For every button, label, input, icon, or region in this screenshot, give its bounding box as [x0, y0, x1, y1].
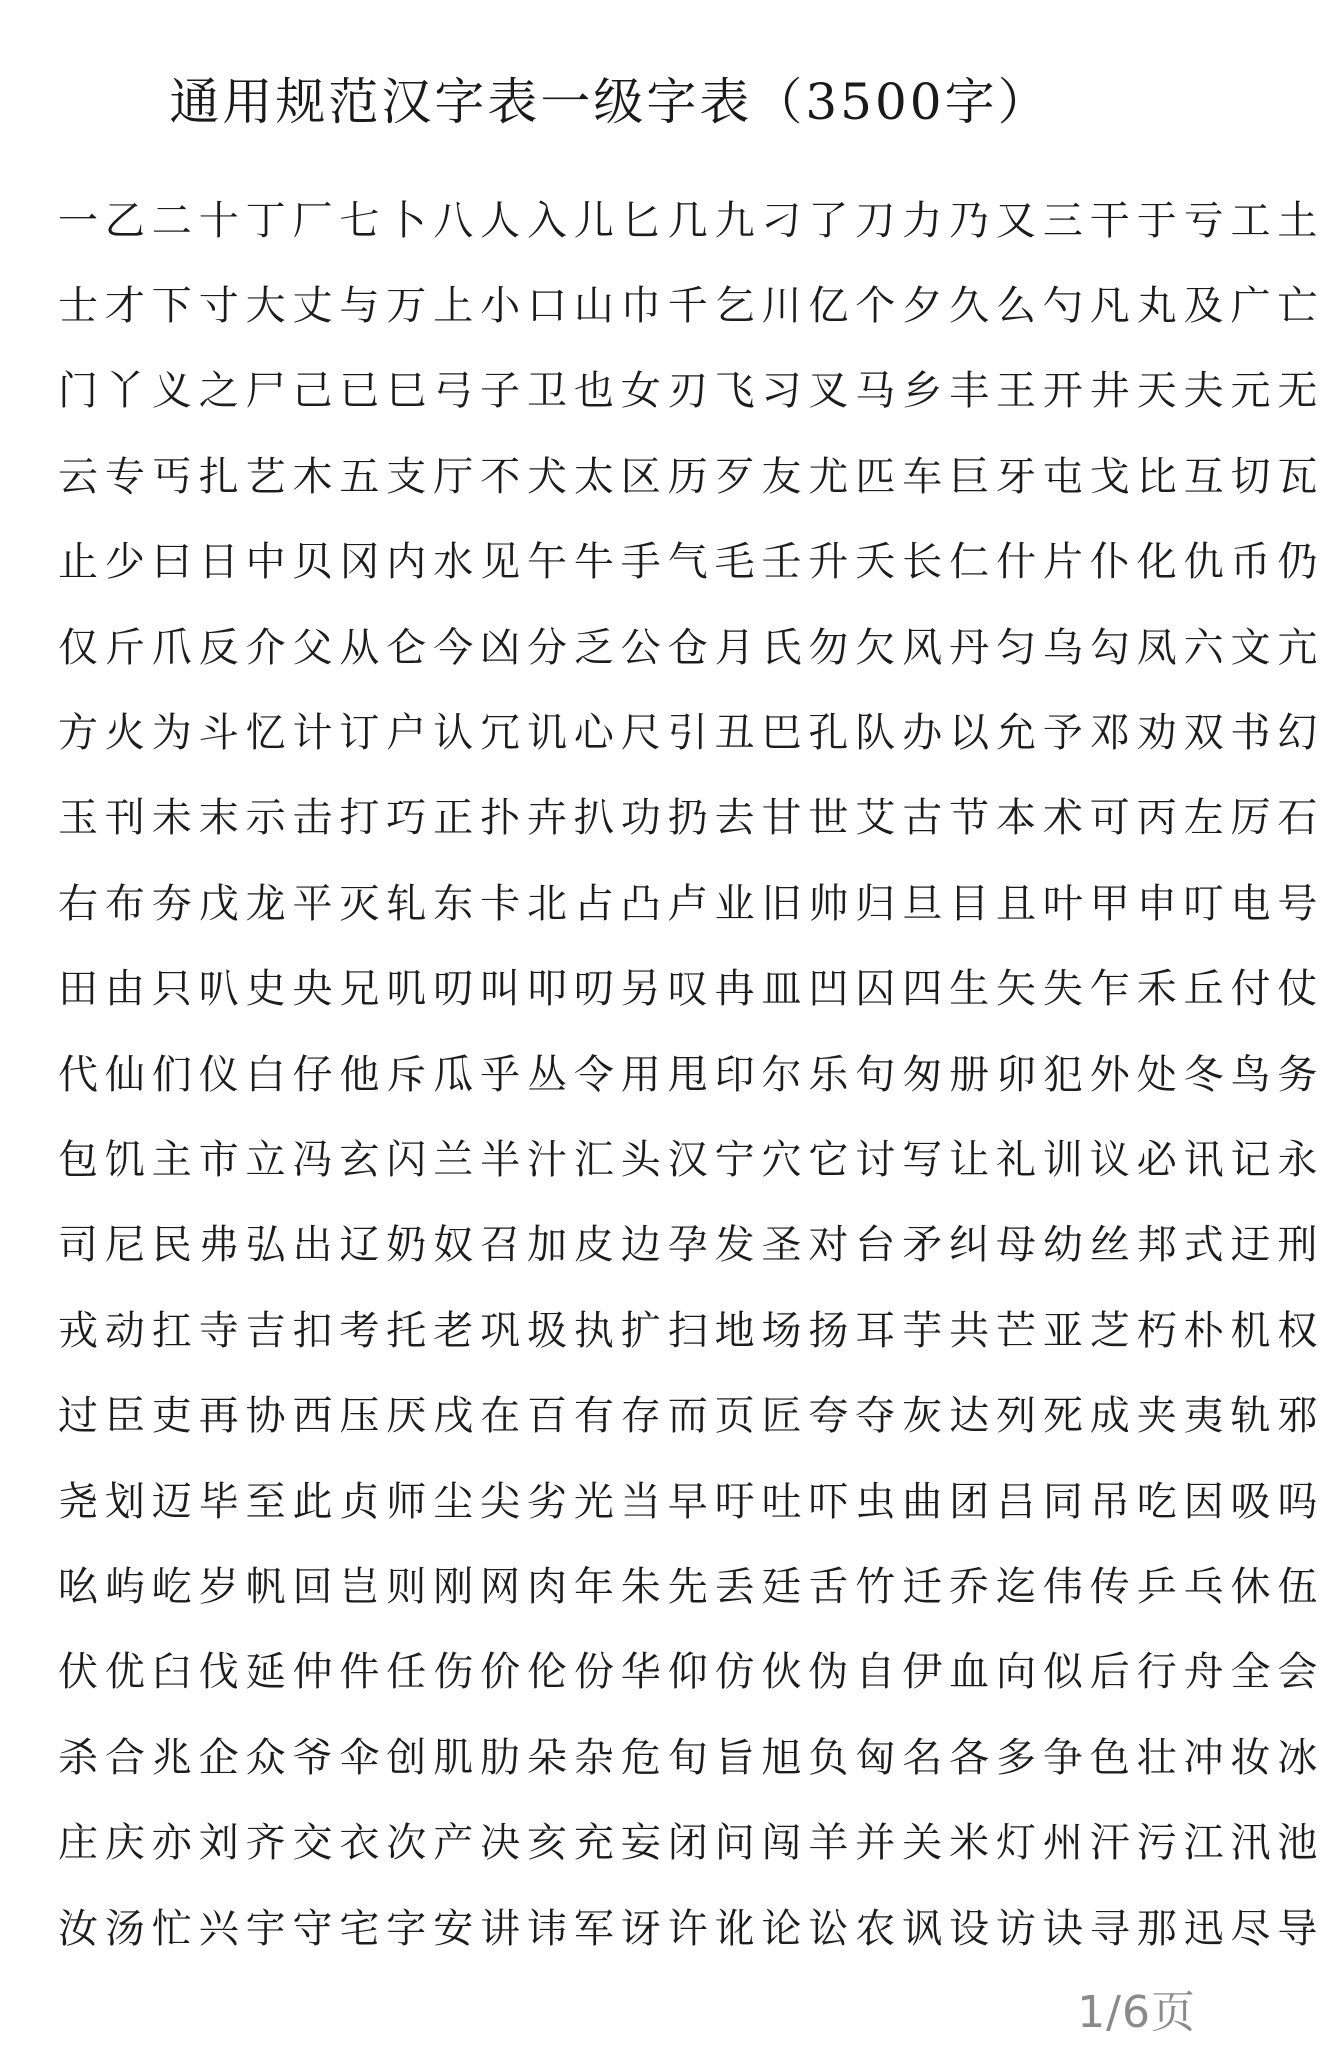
- character-table: [58, 178, 1324, 1971]
- character-row-text: 庄庆亦刘齐交衣次产决亥充妄闭问闯羊并关米灯州汗污江汛池: [58, 1820, 1324, 1867]
- character-row-text: 云专丐扎艺木五支厅不犬太区历歹友尤匹车巨牙屯戈比互切瓦: [58, 453, 1324, 500]
- character-row-text: 玉刊未末示击打巧正扑卉扒功扔去甘世艾古节本术可丙左厉石: [58, 795, 1324, 842]
- character-row: [58, 1288, 1324, 1373]
- character-row: [58, 605, 1324, 690]
- character-row-text: 吆屿屹岁帆回岂则刚网肉年朱先丢廷舌竹迁乔迄伟传乒乓休伍: [58, 1563, 1324, 1610]
- character-row: [58, 776, 1324, 861]
- character-row: [58, 1459, 1324, 1544]
- character-row: [58, 1630, 1324, 1715]
- character-row-text: 一乙二十丁厂七卜八人入儿匕几九刁了刀力乃又三干于亏工土: [58, 197, 1324, 244]
- character-row: [58, 1886, 1324, 1971]
- character-row-text: 戎动扛寺吉扣考托老巩圾执扩扫地场扬耳芋共芒亚芝朽朴机权: [58, 1307, 1324, 1354]
- character-row-text: 士才下寸大丈与万上小口山巾千乞川亿个夕久么勺凡丸及广亡: [58, 283, 1324, 330]
- character-row-text: 方火为斗忆计订户认冗讥心尺引丑巴孔队办以允予邓劝双书幻: [58, 710, 1324, 757]
- character-row-text: 杀合兆企众爷伞创肌肋朵杂危旬旨旭负匈名各多争色壮冲妆冰: [58, 1734, 1324, 1781]
- character-row: [58, 349, 1324, 434]
- character-row: [58, 690, 1324, 775]
- character-row: [58, 1117, 1324, 1202]
- character-row: [58, 1544, 1324, 1629]
- character-row-text: 代仙们仪白仔他斥瓜乎丛令用甩印尔乐句匆册卯犯外处冬鸟务: [58, 1051, 1324, 1098]
- character-row-text: 止少曰日中贝冈内水见午牛手气毛壬升夭长仁什片仆化仇币仍: [58, 539, 1324, 586]
- character-row: [58, 1203, 1324, 1288]
- character-row: [58, 434, 1324, 519]
- character-row: [58, 1715, 1324, 1800]
- character-row-text: 司尼民弗弘出辽奶奴召加皮边孕发圣对台矛纠母幼丝邦式迂刑: [58, 1222, 1324, 1269]
- character-row: [58, 947, 1324, 1032]
- character-row: [58, 178, 1324, 263]
- character-row-text: 包饥主市立冯玄闪兰半汁汇头汉宁穴它讨写让礼训议必讯记永: [58, 1136, 1324, 1183]
- character-row-text: 尧划迈毕至此贞师尘尖劣光当早吁吐吓虫曲团吕同吊吃因吸吗: [58, 1478, 1324, 1525]
- character-row: [58, 1373, 1324, 1458]
- character-row: [58, 263, 1324, 348]
- character-row: [58, 1032, 1324, 1117]
- character-row: [58, 1800, 1324, 1885]
- character-row-text: 伏优臼伐延仲件任伤价伦份华仰仿伙伪自伊血向似后行舟全会: [58, 1649, 1324, 1696]
- character-row-text: 门丫义之尸己已巳弓子卫也女刃飞习叉马乡丰王开井天夫元无: [58, 368, 1324, 415]
- page-indicator: 1/6页: [1077, 1987, 1196, 2038]
- character-row-text: 过臣吏再协西压厌戌在百有存而页匠夸夺灰达列死成夹夷轨邪: [58, 1393, 1324, 1440]
- character-row-text: 仅斤爪反介父从仑今凶分乏公仓月氏勿欠风丹匀乌勾凤六文亢: [58, 624, 1324, 671]
- document-title: 通用规范汉字表一级字表（3500字）: [169, 73, 1051, 131]
- character-row-text: 右布夯戊龙平灭轧东卡北占凸卢业旧帅归旦目且叶甲申叮电号: [58, 880, 1324, 927]
- character-row-text: 汝汤忙兴宇守宅字安讲讳军讶许讹论讼农讽设访诀寻那迅尽导: [58, 1905, 1324, 1952]
- character-row: [58, 861, 1324, 946]
- character-row: [58, 520, 1324, 605]
- character-row-text: 田由只叭史央兄叽叨叫叩叨另叹冉皿凹囚四生矢失乍禾丘付仗: [58, 966, 1324, 1013]
